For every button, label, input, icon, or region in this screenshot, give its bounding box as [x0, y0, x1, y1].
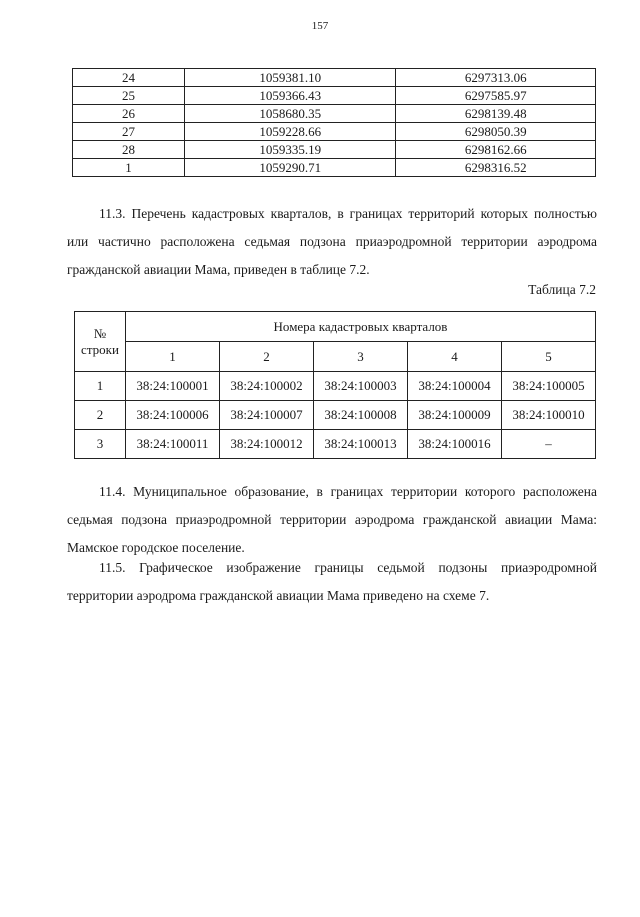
cadastral-number: 38:24:100003: [314, 372, 408, 401]
column-number: 1: [126, 342, 220, 372]
point-number: 28: [73, 141, 185, 159]
paragraph-11-4-text: 11.4. Муниципальное образование, в границах территории которого расположена седьмая подзона приаэродромной территории аэродрома гражданской авиации Мама: Мамское городское поселение.: [67, 484, 597, 555]
table-row: [73, 159, 596, 177]
point-number: 1: [73, 159, 185, 177]
table-row: [75, 401, 596, 430]
cadastral-quarters-table: [74, 311, 596, 459]
row-number: 2: [75, 401, 126, 430]
cadastral-number: 38:24:100009: [408, 401, 502, 430]
header-row-number: № строки: [75, 312, 126, 372]
column-number: 5: [502, 342, 596, 372]
cadastral-number: 38:24:100002: [220, 372, 314, 401]
row-number: 1: [75, 372, 126, 401]
x-coordinate: 1058680.35: [184, 105, 395, 123]
paragraph-11-3: [67, 200, 597, 284]
x-coordinate: 1059381.10: [184, 69, 395, 87]
paragraph-11-5-text: 11.5. Графическое изображение границы седьмой подзоны приаэродромной территории аэродрома гражданской авиации Мама приведено на схеме 7.: [67, 560, 597, 603]
paragraph-11-3-text: 11.3. Перечень кадастровых кварталов, в границах территорий которых полностью или частично расположена седьмая подзона приаэродромной территории аэродрома гражданской авиации Мама, приведен в таблице 7.2.: [67, 206, 597, 277]
cadastral-number: 38:24:100011: [126, 430, 220, 459]
x-coordinate: 1059366.43: [184, 87, 395, 105]
x-coordinate: 1059228.66: [184, 123, 395, 141]
row-number: 3: [75, 430, 126, 459]
x-coordinate: 1059290.71: [184, 159, 395, 177]
point-number: 26: [73, 105, 185, 123]
table-caption: Таблица 7.2: [528, 282, 596, 297]
cadastral-number: 38:24:100016: [408, 430, 502, 459]
table-row: [75, 430, 596, 459]
point-number: 24: [73, 69, 185, 87]
cadastral-number: 38:24:100008: [314, 401, 408, 430]
y-coordinate: 6298162.66: [396, 141, 596, 159]
cadastral-number: 38:24:100012: [220, 430, 314, 459]
cadastral-number: –: [502, 430, 596, 459]
paragraph-11-5: [67, 554, 597, 610]
cadastral-number: 38:24:100006: [126, 401, 220, 430]
y-coordinate: 6298139.48: [396, 105, 596, 123]
y-coordinate: 6297585.97: [396, 87, 596, 105]
point-number: 27: [73, 123, 185, 141]
table-row: [73, 141, 596, 159]
table-row: [75, 372, 596, 401]
cadastral-number: 38:24:100001: [126, 372, 220, 401]
column-number: 2: [220, 342, 314, 372]
x-coordinate: 1059335.19: [184, 141, 395, 159]
paragraph-11-4: [67, 478, 597, 562]
point-number: 25: [73, 87, 185, 105]
cadastral-number: 38:24:100005: [502, 372, 596, 401]
y-coordinate: 6297313.06: [396, 69, 596, 87]
column-number: 4: [408, 342, 502, 372]
page-number: 157: [311, 20, 329, 32]
coordinates-table: [72, 68, 596, 177]
y-coordinate: 6298316.52: [396, 159, 596, 177]
table-row: [73, 105, 596, 123]
cadastral-number: 38:24:100007: [220, 401, 314, 430]
cadastral-number: 38:24:100013: [314, 430, 408, 459]
table-row: [73, 123, 596, 141]
header-cadastral-numbers: Номера кадастровых кварталов: [126, 312, 596, 342]
table-row: [73, 87, 596, 105]
column-number: 3: [314, 342, 408, 372]
cadastral-number: 38:24:100010: [502, 401, 596, 430]
table-row: [73, 69, 596, 87]
cadastral-number: 38:24:100004: [408, 372, 502, 401]
y-coordinate: 6298050.39: [396, 123, 596, 141]
